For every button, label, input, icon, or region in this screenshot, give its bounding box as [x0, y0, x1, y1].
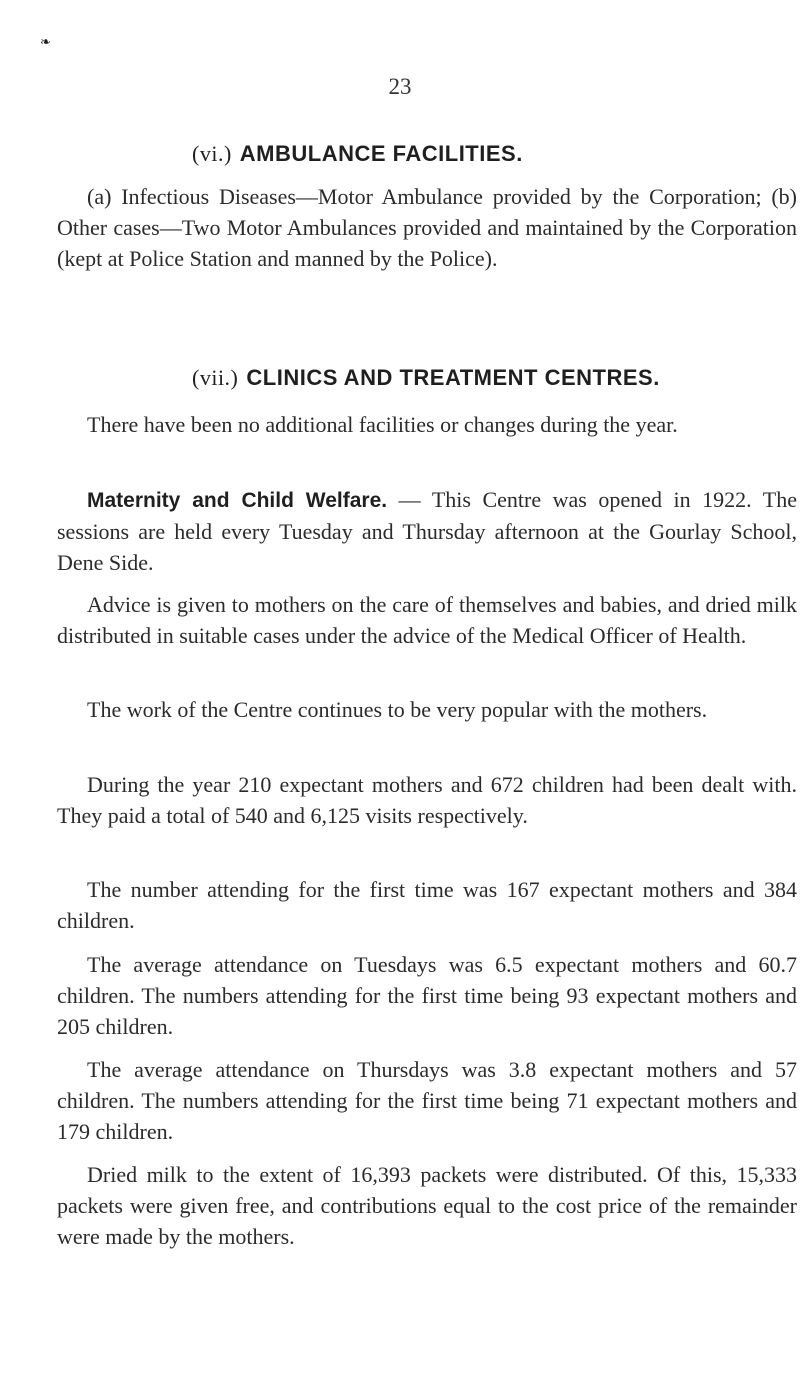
- page-number: 23: [388, 74, 412, 99]
- maternity-text: — This Centre was opened in 1922. The sessions are held every Tuesday and Thursday afternoon at the Gourlay School, Dene Side.: [57, 487, 797, 575]
- paragraph-advice: Advice is given to mothers on the care of themselves and babies, and dried milk distributed in suitable cases under the advice of the Medical Officer of Health.: [57, 592, 797, 648]
- section-heading-ambulance: [192, 141, 523, 167]
- corner-mark-icon: ❧: [40, 35, 51, 50]
- paragraph-tuesday-attendance: The average attendance on Tuesdays was 6.5 expectant mothers and 60.7 children. The numbers attending for the first time being 93 expectant mothers and 205 children.: [57, 952, 797, 1039]
- section-title: AMBULANCE FACILITIES.: [239, 141, 523, 166]
- maternity-lead: Maternity and Child Welfare.: [87, 489, 388, 512]
- section-number: (vi.): [192, 141, 232, 166]
- paragraph-dried-milk: Dried milk to the extent of 16,393 packets were distributed. Of this, 15,333 packets were given free, and contributions equal to the cost price of the remainder were made by the mothers.: [57, 1162, 797, 1249]
- section-heading-clinics: [192, 365, 660, 391]
- paragraph-clinics: There have been no additional facilities or changes during the year.: [87, 412, 678, 437]
- section-title: CLINICS AND TREATMENT CENTRES.: [246, 365, 660, 390]
- section-number: (vii.): [192, 365, 239, 390]
- paragraph-maternity: [57, 484, 797, 578]
- paragraph-ambulance: (a) Infectious Diseases—Motor Ambulance provided by the Corporation; (b) Other cases—Two Motor Ambulances provided and maintained by the Corporation (kept at Police Station and manned by the Police).: [57, 184, 797, 271]
- paragraph-first-attendance: The number attending for the first time was 167 expectant mothers and 384 children.: [57, 877, 797, 933]
- paragraph-year-totals: During the year 210 expectant mothers and 672 children had been dealt with. They paid a total of 540 and 6,125 visits respectively.: [57, 772, 797, 828]
- paragraph-popular: The work of the Centre continues to be very popular with the mothers.: [87, 697, 708, 722]
- paragraph-thursday-attendance: The average attendance on Thursdays was 3.8 expectant mothers and 57 children. The numbers attending for the first time being 71 expectant mothers and 179 children.: [57, 1057, 797, 1144]
